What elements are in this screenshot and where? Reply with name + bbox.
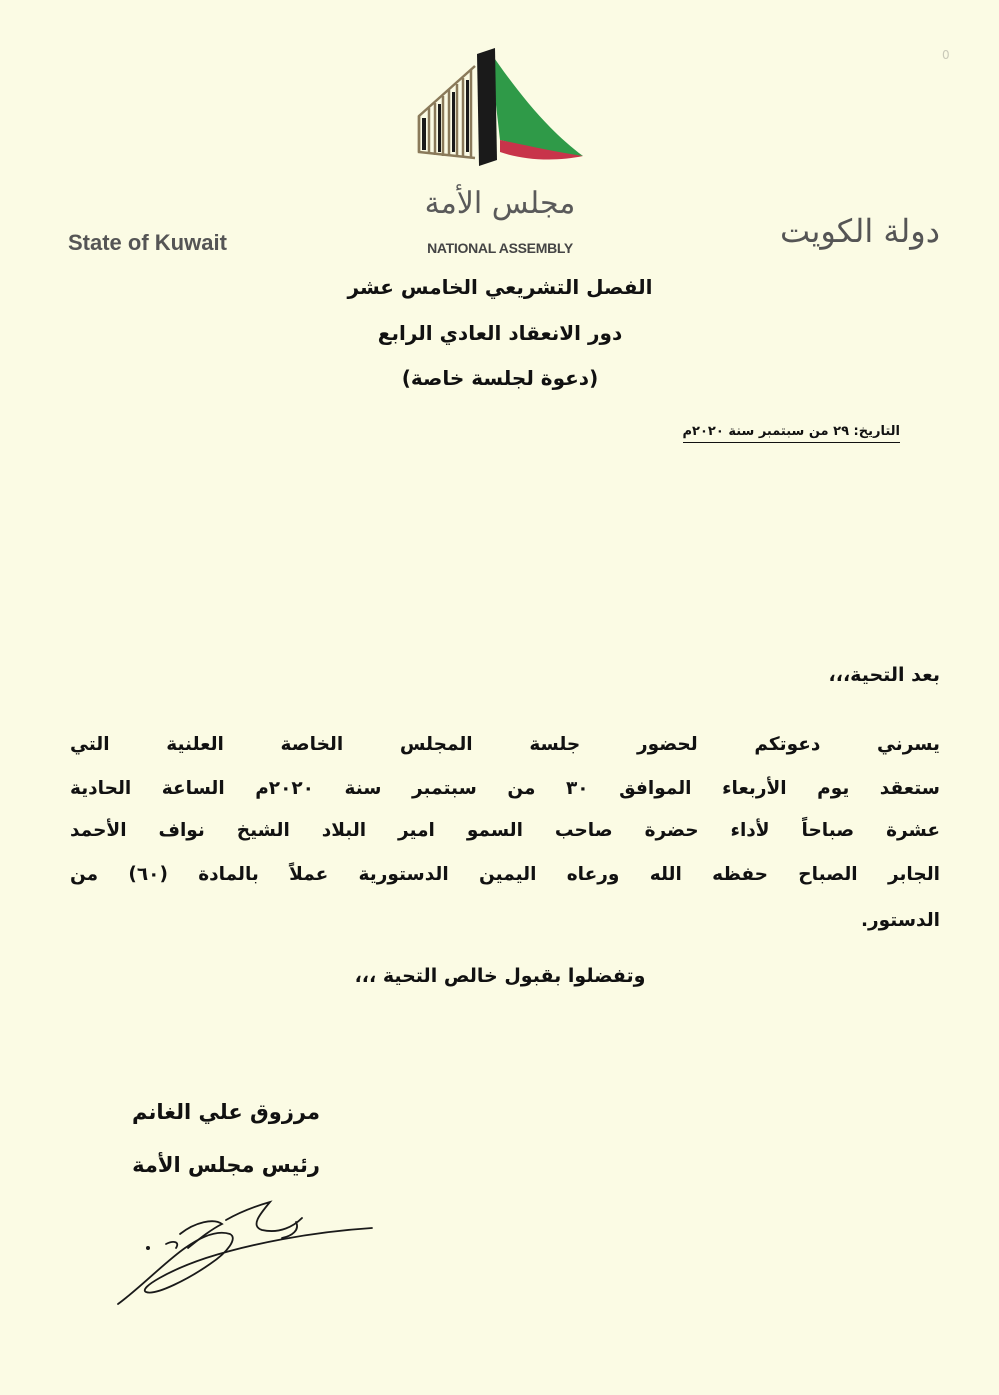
signatory-title: رئيس مجلس الأمة <box>132 1153 320 1177</box>
letter-date <box>600 424 900 439</box>
national-assembly-logo-icon <box>405 48 595 166</box>
state-name-arabic: دولة الكويت <box>780 212 940 250</box>
letter-date-text: التاريخ: ٢٩ من سبتمبر سنة ٢٠٢٠م <box>683 424 900 443</box>
handwritten-signature-icon <box>110 1200 380 1312</box>
body-line-2: ستعقد يوم الأربعاء الموافق ٣٠ من سبتمبر سنة ٢٠٢٠م الساعة الحادية <box>70 778 940 799</box>
signatory-name: مرزوق علي الغانم <box>132 1100 320 1124</box>
body-line-3: عشرة صباحاً لأداء حضرة صاحب السمو امير البلاد الشيخ نواف الأحمد <box>70 820 940 841</box>
closing-salutation: وتفضلوا بقبول خالص التحية ،،، <box>354 965 646 987</box>
assembly-name-arabic: مجلس الأمة <box>424 186 576 221</box>
body-line-4: الجابر الصباح حفظه الله ورعاه اليمين الدستورية عملاً بالمادة (٦٠) من <box>70 864 940 885</box>
assembly-name-english: NATIONAL ASSEMBLY <box>427 240 573 256</box>
special-session-title: (دعوة لجلسة خاصة) <box>401 366 599 390</box>
body-line-5: الدستور. <box>861 910 940 931</box>
session-round-title: دور الانعقاد العادي الرابع <box>377 321 623 345</box>
state-name-english: State of Kuwait <box>68 230 227 255</box>
body-line-1: يسرني دعوتكم لحضور جلسة المجلس الخاصة العلنية التي <box>70 734 940 755</box>
greeting: بعد التحية،،، <box>828 664 940 686</box>
corner-mark: 0 <box>942 48 950 62</box>
legislative-term-title: الفصل التشريعي الخامس عشر <box>347 275 653 299</box>
